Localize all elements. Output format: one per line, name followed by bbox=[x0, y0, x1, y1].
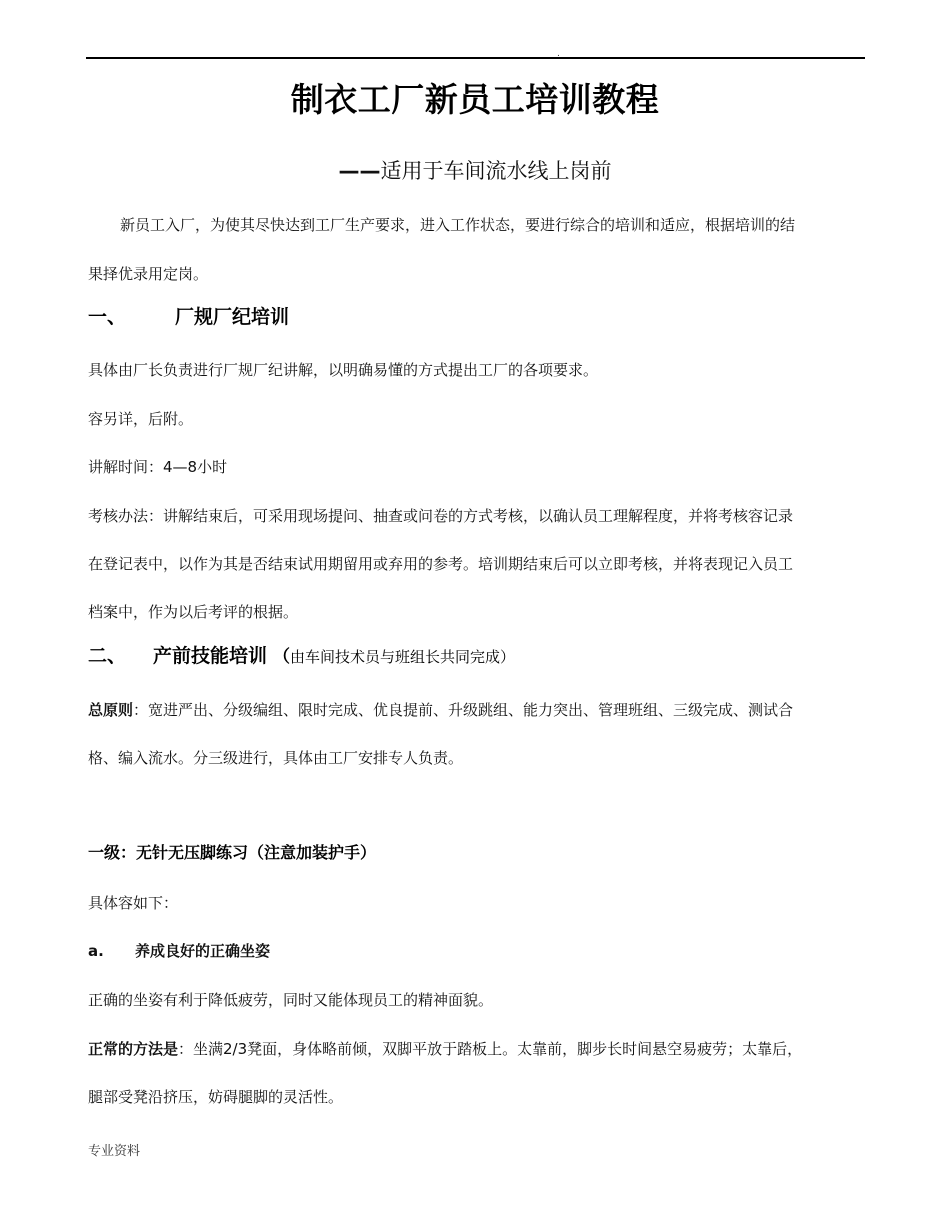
section-2-note bbox=[273, 648, 515, 666]
section-1-line-1: 具体由厂长负责进行厂规厂纪讲解，以明确易懂的方式提出工厂的各项要求。 bbox=[88, 361, 599, 379]
subtitle-text: 适用于车间流水线上岗前 bbox=[380, 159, 612, 183]
intro-paragraph-line-2: 果择优录用定岗。 bbox=[88, 265, 209, 283]
section-1-number: 一、 bbox=[88, 306, 127, 328]
document-title: 制衣工厂新员工培训教程 bbox=[290, 80, 660, 119]
section-1-line-3: 讲解时间：4—8小时 bbox=[88, 458, 228, 476]
header-rule bbox=[86, 57, 865, 59]
section-1-line-4: 考核办法：讲解结束后，可采用现场提问、抽查或问卷的方式考核，以确认员工理解程度，并将考核容记录 bbox=[88, 507, 794, 525]
section-2-title: 产前技能培训 bbox=[153, 645, 268, 667]
principle-text: ：宽进严出、分级编组、限时完成、优良提前、升级跳组、能力突出、管理班组、三级完成、测试合 bbox=[133, 701, 794, 719]
item-a-title: 养成良好的正确坐姿 bbox=[135, 942, 271, 960]
method-text: ：坐满2/3凳面，身体略前倾，双脚平放于踏板上。太靠前，脚步长时间悬空易疲劳；太靠后， bbox=[178, 1040, 803, 1058]
document-subtitle bbox=[0, 155, 950, 187]
section-1-title: 厂规厂纪培训 bbox=[175, 306, 290, 328]
level-1-heading: 一级：无针无压脚练习（注意加装护手） bbox=[88, 843, 377, 862]
method-label: 正常的方法是 bbox=[88, 1040, 179, 1058]
intro-paragraph-line-1: 新员工入厂，为使其尽快达到工厂生产要求，进入工作状态，要进行综合的培训和适应，根据培训的结 bbox=[120, 216, 796, 234]
method-line-2: 腿部受凳沿挤压，妨碍腿脚的灵活性。 bbox=[88, 1088, 344, 1106]
section-2-note-text: 由车间技术员与班组长共同完成） bbox=[290, 648, 516, 666]
subtitle-dash: —— bbox=[338, 159, 381, 183]
section-2-heading bbox=[88, 642, 515, 671]
item-a-heading bbox=[88, 939, 270, 963]
level-1-content-intro: 具体容如下： bbox=[88, 894, 179, 912]
page-footer: 专业资料 bbox=[88, 1144, 141, 1159]
principle-label: 总原则 bbox=[88, 701, 134, 719]
section-2-note-open: （ bbox=[273, 647, 291, 667]
section-1-line-5: 在登记表中，以作为其是否结束试用期留用或弃用的参考。培训期结束后可以立即考核，并将表现记入员工 bbox=[88, 555, 794, 573]
section-1-line-2: 容另详，后附。 bbox=[88, 410, 194, 428]
section-1-heading bbox=[88, 303, 289, 331]
item-a-marker: a. bbox=[88, 942, 104, 960]
principle-line-2: 格、编入流水。分三级进行，具体由工厂安排专人负责。 bbox=[88, 749, 464, 767]
section-2-number: 二、 bbox=[88, 645, 127, 667]
header-mark: . bbox=[557, 49, 560, 59]
section-1-line-6: 档案中，作为以后考评的根据。 bbox=[88, 603, 299, 621]
method-line-1 bbox=[88, 1037, 802, 1061]
principle-line-1 bbox=[88, 698, 793, 722]
item-a-description: 正确的坐姿有利于降低疲劳，同时又能体现员工的精神面貌。 bbox=[88, 991, 494, 1009]
